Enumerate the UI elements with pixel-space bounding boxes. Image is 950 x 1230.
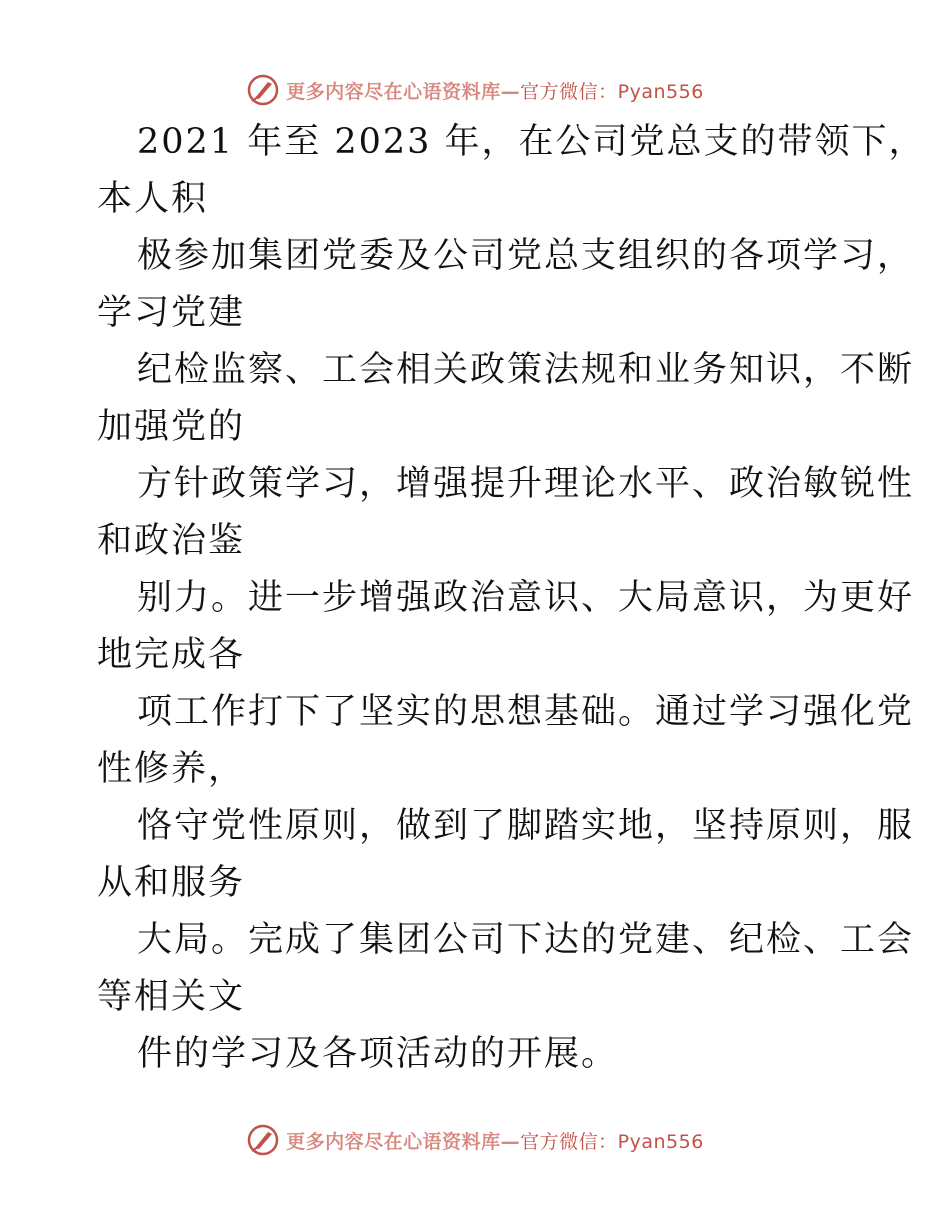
quill-logo-icon <box>246 1123 280 1157</box>
quill-logo-icon <box>246 73 280 107</box>
paragraph-line: 从和服务 <box>97 863 246 903</box>
watermark-dash: — <box>500 80 521 103</box>
paragraph-line: 项工作打下了坚实的思想基础。通过学习强化党 <box>137 692 915 732</box>
header-watermark <box>0 70 950 110</box>
paragraph-line: 和政治鉴 <box>97 521 246 561</box>
paragraph-line: 极参加集团党委及公司党总支组织的各项学习， <box>137 236 915 276</box>
watermark-wechat: 官方微信：Pyan556 <box>520 1130 704 1153</box>
paragraph-line: 方针政策学习，增强提升理论水平、政治敏锐性 <box>137 464 915 504</box>
watermark-brand: 更多内容尽在心语资料库 <box>286 1130 501 1153</box>
paragraph-line: 纪检监察、工会相关政策法规和业务知识，不断 <box>137 350 915 390</box>
paragraph-line: 本人积 <box>97 179 209 219</box>
watermark-wechat: 官方微信：Pyan556 <box>520 80 704 103</box>
paragraph-line: 别力。进一步增强政治意识、大局意识，为更好 <box>137 578 915 618</box>
paragraph-line: 恪守党性原则，做到了脚踏实地，坚持原则，服 <box>137 806 915 846</box>
paragraph-line: 件的学习及各项活动的开展。 <box>137 1034 619 1074</box>
watermark-text <box>286 1127 704 1154</box>
paragraph-line: 地完成各 <box>97 635 246 675</box>
paragraph-line: 大局。完成了集团公司下达的党建、纪检、工会 <box>137 920 915 960</box>
paragraph-line: 等相关文 <box>97 977 246 1017</box>
watermark-brand: 更多内容尽在心语资料库 <box>286 80 501 103</box>
watermark-dash: — <box>500 1130 521 1153</box>
paragraph-line: 性修养， <box>97 749 246 789</box>
footer-watermark <box>0 1120 950 1160</box>
paragraph-line: 加强党的 <box>97 407 246 447</box>
paragraph-line: 学习党建 <box>97 293 246 333</box>
watermark-text <box>286 77 704 104</box>
paragraph-line: 2021 年至 2023 年，在公司党总支的带领下， <box>137 122 926 162</box>
